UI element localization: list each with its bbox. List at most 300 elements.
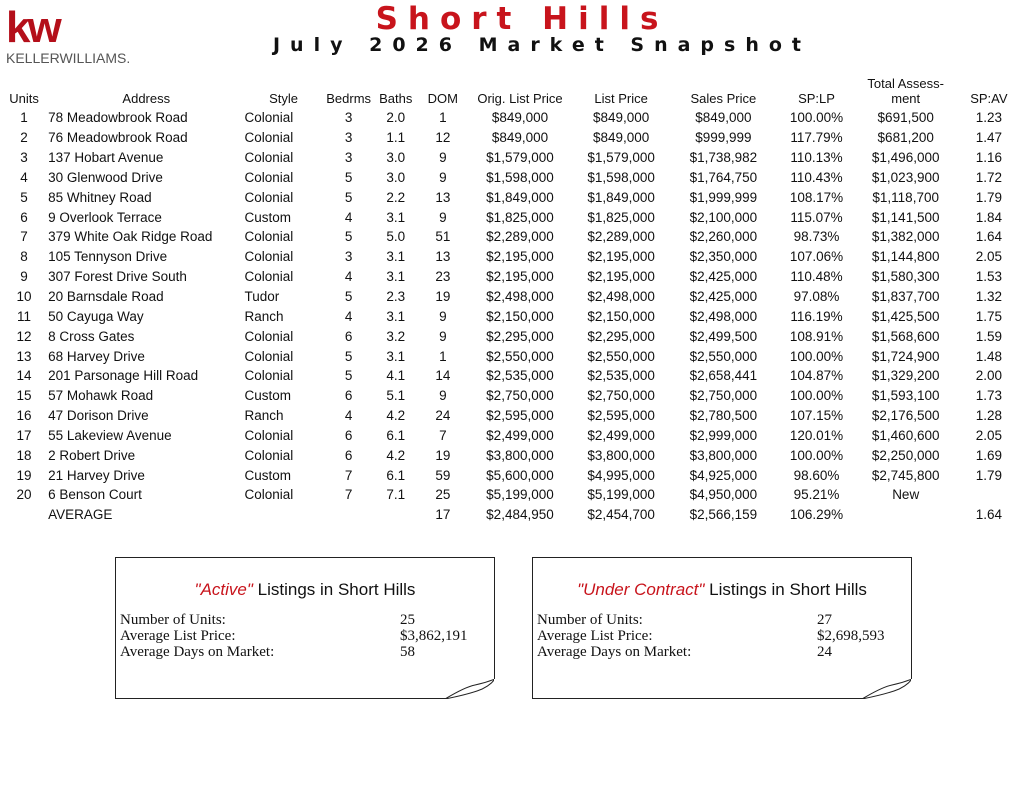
- cell-style: Colonial: [244, 269, 294, 285]
- cell-sp-lp: 95.21%: [793, 487, 840, 503]
- contract-avg-price-value: $2,698,593: [817, 628, 885, 644]
- cell-unit: 17: [16, 427, 32, 443]
- cell-baths: 6.1: [386, 427, 406, 443]
- cell-sales-price: $2,350,000: [689, 249, 758, 265]
- cell-total-assessment: $2,745,800: [871, 467, 940, 483]
- cell-unit: 4: [20, 169, 28, 185]
- cell-sp-lp: 100.00%: [789, 110, 844, 126]
- cell-unit: [0, 505, 48, 525]
- cell-dom: 9: [439, 388, 447, 404]
- cell-orig-list-price: $2,498,000: [486, 289, 554, 305]
- cell-sp-av: 1.59: [975, 328, 1003, 344]
- cell-total-assessment: $1,496,000: [871, 150, 940, 166]
- cell-style: [244, 505, 322, 525]
- cell-address: 47 Dorison Drive: [48, 408, 149, 424]
- page-curl-icon: [445, 679, 495, 699]
- cell-total-assessment: $1,425,500: [871, 308, 940, 324]
- cell-sp-av: 2.05: [975, 427, 1003, 443]
- cell-unit: 12: [16, 328, 32, 344]
- table-row: [0, 207, 1024, 227]
- cell-address: 57 Mohawk Road: [48, 388, 154, 404]
- cell-baths: 2.2: [386, 189, 406, 205]
- cell-unit: 9: [20, 269, 28, 285]
- cell-bedrooms: 3: [344, 110, 353, 126]
- cell-style: Ranch: [244, 308, 284, 324]
- cell-bedrooms: 6: [344, 447, 353, 463]
- cell-unit: 19: [16, 467, 32, 483]
- cell-sp-av: 1.79: [975, 467, 1003, 483]
- cell-bedrooms: 5: [344, 289, 353, 305]
- cell-sp-lp: 108.91%: [789, 328, 844, 344]
- cell-total-assessment: $2,250,000: [871, 447, 940, 463]
- cell-orig-list-price: $2,550,000: [486, 348, 554, 364]
- cell-sp-av: 1.28: [975, 408, 1003, 424]
- contract-stats: [537, 612, 885, 660]
- cell-address: 21 Harvey Drive: [48, 467, 145, 483]
- header-dom: DOM: [427, 91, 458, 106]
- cell-address: 307 Forest Drive South: [48, 269, 187, 285]
- contract-box-title: [533, 580, 911, 600]
- cell-sp-av: 1.47: [975, 130, 1003, 146]
- cell-style: Colonial: [244, 447, 294, 463]
- cell-sp-lp: 107.15%: [789, 408, 844, 424]
- cell-sales-price: $2,499,500: [689, 328, 758, 344]
- cell-sp-lp: 117.79%: [790, 130, 843, 146]
- table-row: [0, 187, 1024, 207]
- kw-logo-mark: kw: [6, 3, 59, 52]
- cell-bedrooms: 6: [344, 427, 353, 443]
- page-subtitle: July 2026 Market Snapshot: [272, 34, 811, 56]
- cell-style: Colonial: [244, 150, 294, 166]
- cell-sales-price: $2,658,441: [689, 368, 758, 384]
- cell-sp-lp: 98.60%: [793, 467, 840, 483]
- contract-units-value: 27: [817, 612, 832, 628]
- cell-address: 68 Harvey Drive: [48, 348, 145, 364]
- contract-avg-dom-label: Average Days on Market:: [537, 644, 692, 660]
- cell-sp-lp: 100.00%: [789, 447, 844, 463]
- cell-list-price: $2,595,000: [587, 408, 655, 424]
- cell-baths: 4.2: [386, 408, 406, 424]
- cell-orig-list-price: $2,195,000: [486, 249, 554, 265]
- cell-sp-lp: 107.06%: [789, 249, 844, 265]
- cell-total-assessment: $1,580,300: [871, 269, 940, 285]
- cell-unit: 2: [20, 130, 28, 146]
- cell-orig-list-price: $5,600,000: [486, 467, 554, 483]
- cell-baths: 5.0: [386, 229, 406, 245]
- cell-unit: 8: [20, 249, 28, 265]
- table-row: [0, 227, 1024, 247]
- cell-baths: [375, 505, 417, 525]
- cell-sp-av: 1.64: [975, 507, 1003, 523]
- cell-bedrooms: [323, 505, 375, 525]
- cell-dom: 19: [435, 447, 451, 463]
- table-row: [0, 267, 1024, 287]
- cell-total-assessment: $1,144,800: [871, 249, 940, 265]
- cell-unit: 5: [20, 189, 28, 205]
- cell-total-assessment: $1,568,600: [871, 328, 940, 344]
- cell-bedrooms: 5: [344, 368, 353, 384]
- cell-orig-list-price: $1,825,000: [486, 209, 554, 225]
- cell-list-price: $1,579,000: [587, 150, 655, 166]
- table-row: [0, 445, 1024, 465]
- table-row: [0, 148, 1024, 168]
- page-title: Short Hills: [375, 1, 669, 37]
- cell-list-price: $2,454,700: [587, 507, 655, 523]
- cell-baths: 1.1: [386, 130, 406, 146]
- cell-total-assessment: $691,500: [877, 110, 934, 126]
- cell-bedrooms: 5: [344, 348, 353, 364]
- contract-avg-dom-value: 24: [817, 644, 832, 660]
- cell-sp-av: [954, 485, 1024, 505]
- cell-total-assessment: [858, 505, 954, 525]
- cell-baths: 3.1: [386, 249, 406, 265]
- cell-total-assessment: $1,382,000: [871, 229, 940, 245]
- cell-baths: 3.1: [386, 269, 406, 285]
- cell-baths: 5.1: [386, 388, 406, 404]
- cell-dom: 25: [435, 487, 451, 503]
- under-contract-listings-box: [532, 557, 912, 699]
- cell-total-assessment: $681,200: [877, 130, 934, 146]
- cell-dom: 9: [439, 150, 447, 166]
- table-row: [0, 485, 1024, 505]
- header-address: Address: [122, 91, 171, 106]
- cell-orig-list-price: $2,484,950: [486, 507, 554, 523]
- cell-total-assessment: $1,724,900: [871, 348, 940, 364]
- cell-sales-price: $2,750,000: [689, 388, 758, 404]
- cell-style: Colonial: [244, 368, 294, 384]
- cell-sp-lp: 106.29%: [789, 507, 844, 523]
- cell-style: Colonial: [244, 110, 294, 126]
- header-bedrooms: Bedrms: [326, 91, 372, 106]
- cell-sales-price: $2,780,500: [689, 408, 758, 424]
- cell-unit: 6: [20, 209, 28, 225]
- table-header-row: [0, 76, 1024, 108]
- cell-sp-av: 1.23: [975, 110, 1003, 126]
- cell-bedrooms: 3: [344, 249, 353, 265]
- cell-sales-price: $2,260,000: [689, 229, 758, 245]
- cell-orig-list-price: $2,295,000: [486, 328, 554, 344]
- cell-style: Colonial: [244, 427, 294, 443]
- cell-dom: 13: [435, 249, 451, 265]
- cell-unit: 11: [17, 308, 32, 324]
- cell-sp-av: 1.73: [975, 388, 1003, 404]
- cell-sales-price: $2,100,000: [689, 209, 758, 225]
- active-units-label: Number of Units:: [120, 612, 226, 628]
- cell-address: 76 Meadowbrook Road: [48, 130, 188, 146]
- cell-style: Colonial: [244, 348, 294, 364]
- cell-baths: 7.1: [386, 487, 406, 503]
- header-assess-line2: ment: [891, 91, 921, 106]
- table-row: [0, 128, 1024, 148]
- page-curl-icon: [862, 679, 912, 699]
- cell-sp-av: 2.05: [975, 249, 1003, 265]
- active-units-value: 25: [400, 612, 415, 628]
- active-stats: [120, 612, 468, 660]
- cell-dom: 1: [439, 348, 447, 364]
- cell-total-assessment: $1,329,200: [871, 368, 940, 384]
- cell-sales-price: $1,764,750: [689, 169, 758, 185]
- cell-total-assessment: $1,118,700: [872, 189, 939, 205]
- cell-address: 379 White Oak Ridge Road: [48, 229, 213, 245]
- cell-sales-price: $3,800,000: [689, 447, 758, 463]
- table-row: [0, 465, 1024, 485]
- cell-unit: 20: [16, 487, 32, 503]
- table-row: [0, 426, 1024, 446]
- cell-bedrooms: 6: [344, 328, 353, 344]
- header-assess-line1: Total Assess-: [867, 76, 944, 91]
- cell-dom: 51: [435, 229, 451, 245]
- cell-unit: 16: [16, 408, 32, 424]
- cell-list-price: $849,000: [593, 130, 650, 146]
- cell-bedrooms: 4: [344, 408, 353, 424]
- cell-baths: 2.0: [386, 110, 406, 126]
- cell-address: 78 Meadowbrook Road: [48, 110, 188, 126]
- cell-sales-price: $4,925,000: [689, 467, 758, 483]
- cell-total-assessment: $1,023,900: [871, 169, 940, 185]
- cell-list-price: $849,000: [593, 110, 650, 126]
- cell-sp-av: 1.69: [975, 447, 1003, 463]
- cell-address: 55 Lakeview Avenue: [48, 427, 172, 443]
- cell-address: 8 Cross Gates: [48, 328, 135, 344]
- cell-sp-lp: 98.73%: [793, 229, 840, 245]
- cell-sp-lp: 100.00%: [789, 348, 844, 364]
- cell-list-price: $1,825,000: [587, 209, 655, 225]
- table-row: [0, 386, 1024, 406]
- header-sales-price: Sales Price: [690, 91, 757, 106]
- cell-orig-list-price: $2,595,000: [486, 408, 554, 424]
- cell-sp-av: 1.64: [975, 229, 1003, 245]
- active-box-title: [116, 580, 494, 600]
- cell-baths: 3.0: [386, 150, 406, 166]
- cell-dom: 17: [435, 507, 451, 523]
- cell-style: Colonial: [244, 249, 294, 265]
- cell-style: Custom: [244, 388, 291, 404]
- cell-address: 30 Glenwood Drive: [48, 169, 163, 185]
- cell-list-price: $3,800,000: [587, 447, 655, 463]
- header-list-price: List Price: [594, 91, 648, 106]
- average-row: [0, 505, 1024, 525]
- cell-sales-price: $2,498,000: [689, 308, 758, 324]
- cell-sales-price: $1,738,982: [689, 150, 758, 166]
- contract-title-highlight: "Under Contract": [577, 580, 705, 599]
- cell-dom: 14: [435, 368, 451, 384]
- cell-orig-list-price: $1,849,000: [486, 189, 554, 205]
- cell-total-assessment: New: [892, 487, 920, 503]
- table-row: [0, 306, 1024, 326]
- cell-sp-av: 1.48: [975, 348, 1003, 364]
- table-row: [0, 287, 1024, 307]
- cell-address: 85 Whitney Road: [48, 189, 152, 205]
- cell-sp-av: 1.32: [975, 289, 1003, 305]
- cell-bedrooms: 5: [344, 169, 353, 185]
- cell-unit: 3: [20, 150, 28, 166]
- header-style: Style: [269, 91, 298, 106]
- cell-list-price: $2,195,000: [587, 269, 655, 285]
- cell-address: AVERAGE: [48, 507, 113, 523]
- table-row: [0, 168, 1024, 188]
- contract-avg-price-label: Average List Price:: [537, 628, 653, 644]
- cell-total-assessment: $1,141,500: [871, 209, 940, 225]
- table-row: [0, 326, 1024, 346]
- cell-address: 137 Hobart Avenue: [48, 150, 164, 166]
- cell-baths: 3.1: [386, 209, 406, 225]
- cell-orig-list-price: $2,150,000: [486, 308, 554, 324]
- cell-bedrooms: 7: [344, 467, 353, 483]
- active-listings-box: [115, 557, 495, 699]
- cell-unit: 15: [16, 388, 32, 404]
- cell-address: 105 Tennyson Drive: [48, 249, 168, 265]
- cell-orig-list-price: $849,000: [491, 130, 549, 146]
- cell-dom: 9: [439, 169, 447, 185]
- active-title-rest: Listings in Short Hills: [252, 580, 416, 599]
- header-units: Units: [9, 91, 39, 106]
- cell-orig-list-price: $1,579,000: [486, 150, 554, 166]
- cell-dom: 7: [439, 427, 447, 443]
- cell-sp-av: 1.16: [975, 150, 1003, 166]
- cell-baths: 3.2: [386, 328, 406, 344]
- header-total-assessment: [858, 76, 954, 108]
- cell-list-price: $2,535,000: [587, 368, 655, 384]
- header-orig-list-price: Orig. List Price: [477, 91, 563, 106]
- active-title-highlight: "Active": [194, 580, 253, 599]
- cell-bedrooms: 4: [344, 308, 353, 324]
- cell-unit: 1: [20, 110, 28, 126]
- cell-orig-list-price: $2,499,000: [486, 427, 554, 443]
- cell-style: Custom: [244, 209, 291, 225]
- cell-list-price: $4,995,000: [587, 467, 655, 483]
- cell-sales-price: $2,550,000: [689, 348, 758, 364]
- cell-list-price: $1,598,000: [587, 169, 655, 185]
- table-row: [0, 366, 1024, 386]
- cell-list-price: $2,150,000: [587, 308, 655, 324]
- table-row: [0, 406, 1024, 426]
- cell-list-price: $2,750,000: [587, 388, 655, 404]
- cell-orig-list-price: $2,289,000: [486, 229, 554, 245]
- cell-unit: 7: [20, 229, 28, 245]
- cell-style: Colonial: [244, 487, 294, 503]
- cell-sp-av: 1.75: [975, 308, 1003, 324]
- cell-sales-price: $2,999,000: [689, 427, 758, 443]
- contract-units-label: Number of Units:: [537, 612, 643, 628]
- cell-sales-price: $849,000: [695, 110, 752, 126]
- cell-dom: 59: [435, 467, 451, 483]
- cell-unit: 18: [16, 447, 32, 463]
- table-row: [0, 346, 1024, 366]
- cell-sp-lp: 110.13%: [790, 150, 843, 166]
- cell-sales-price: $4,950,000: [689, 487, 758, 503]
- cell-address: 9 Overlook Terrace: [48, 209, 162, 225]
- cell-dom: 9: [439, 308, 447, 324]
- cell-list-price: $2,498,000: [587, 289, 655, 305]
- cell-address: 20 Barnsdale Road: [48, 289, 164, 305]
- header-baths: Baths: [379, 91, 413, 106]
- cell-bedrooms: 7: [344, 487, 353, 503]
- cell-baths: 4.2: [386, 447, 406, 463]
- cell-dom: 1: [439, 110, 447, 126]
- cell-bedrooms: 5: [344, 189, 353, 205]
- cell-sp-av: 1.72: [975, 169, 1003, 185]
- cell-list-price: $2,195,000: [587, 249, 655, 265]
- cell-sales-price: $2,425,000: [689, 289, 758, 305]
- active-avg-price-label: Average List Price:: [120, 628, 236, 644]
- cell-sales-price: $999,999: [695, 130, 752, 146]
- cell-sp-lp: 110.48%: [790, 269, 843, 285]
- cell-dom: 23: [435, 269, 451, 285]
- cell-bedrooms: 3: [344, 130, 353, 146]
- cell-baths: 3.0: [386, 169, 406, 185]
- cell-sp-lp: 97.08%: [793, 289, 840, 305]
- cell-bedrooms: 6: [344, 388, 353, 404]
- cell-dom: 9: [439, 328, 447, 344]
- cell-orig-list-price: $1,598,000: [486, 169, 554, 185]
- cell-dom: 9: [439, 209, 447, 225]
- cell-sp-lp: 104.87%: [789, 368, 844, 384]
- active-avg-price-value: $3,862,191: [400, 628, 468, 644]
- cell-unit: 13: [16, 348, 32, 364]
- cell-sales-price: $2,566,159: [689, 507, 758, 523]
- cell-total-assessment: $1,593,100: [871, 388, 940, 404]
- cell-style: Colonial: [244, 169, 294, 185]
- cell-baths: 4.1: [386, 368, 406, 384]
- cell-list-price: $2,295,000: [587, 328, 655, 344]
- cell-list-price: $2,289,000: [587, 229, 655, 245]
- cell-style: Colonial: [244, 229, 294, 245]
- table-row: [0, 108, 1024, 128]
- cell-baths: 3.1: [386, 308, 406, 324]
- cell-sp-lp: 100.00%: [789, 388, 844, 404]
- cell-baths: 3.1: [386, 348, 406, 364]
- cell-total-assessment: $1,460,600: [871, 427, 940, 443]
- sales-table: [0, 76, 1024, 525]
- cell-sp-av: 1.79: [975, 189, 1003, 205]
- cell-sp-lp: 120.01%: [789, 427, 844, 443]
- cell-unit: 14: [16, 368, 32, 384]
- cell-sp-lp: 108.17%: [789, 189, 844, 205]
- cell-bedrooms: 3: [344, 150, 353, 166]
- cell-style: Ranch: [244, 408, 284, 424]
- cell-address: 6 Benson Court: [48, 487, 142, 503]
- cell-total-assessment: $2,176,500: [871, 408, 940, 424]
- cell-unit: 10: [16, 289, 32, 305]
- cell-sp-av: 1.84: [975, 209, 1003, 225]
- cell-style: Colonial: [244, 328, 294, 344]
- cell-bedrooms: 5: [344, 229, 353, 245]
- cell-list-price: $5,199,000: [587, 487, 655, 503]
- cell-orig-list-price: $2,195,000: [486, 269, 554, 285]
- cell-list-price: $1,849,000: [587, 189, 655, 205]
- cell-orig-list-price: $849,000: [491, 110, 549, 126]
- cell-orig-list-price: $3,800,000: [486, 447, 554, 463]
- header-sp-av: SP:AV: [970, 91, 1008, 106]
- cell-baths: 2.3: [386, 289, 406, 305]
- cell-sp-lp: 115.07%: [790, 209, 843, 225]
- cell-baths: 6.1: [386, 467, 406, 483]
- cell-sp-lp: 116.19%: [790, 308, 843, 324]
- cell-style: Colonial: [244, 130, 294, 146]
- cell-address: 2 Robert Drive: [48, 447, 136, 463]
- cell-list-price: $2,499,000: [587, 427, 655, 443]
- cell-orig-list-price: $5,199,000: [486, 487, 554, 503]
- cell-bedrooms: 4: [344, 209, 353, 225]
- cell-sales-price: $2,425,000: [689, 269, 758, 285]
- cell-sp-lp: 110.43%: [790, 169, 843, 185]
- cell-style: Tudor: [244, 289, 280, 305]
- logo-brand-name: KELLERWILLIAMS.: [6, 50, 131, 66]
- cell-sp-av: 2.00: [975, 368, 1003, 384]
- cell-style: Colonial: [244, 189, 294, 205]
- active-avg-dom-value: 58: [400, 644, 415, 660]
- contract-title-rest: Listings in Short Hills: [704, 580, 867, 599]
